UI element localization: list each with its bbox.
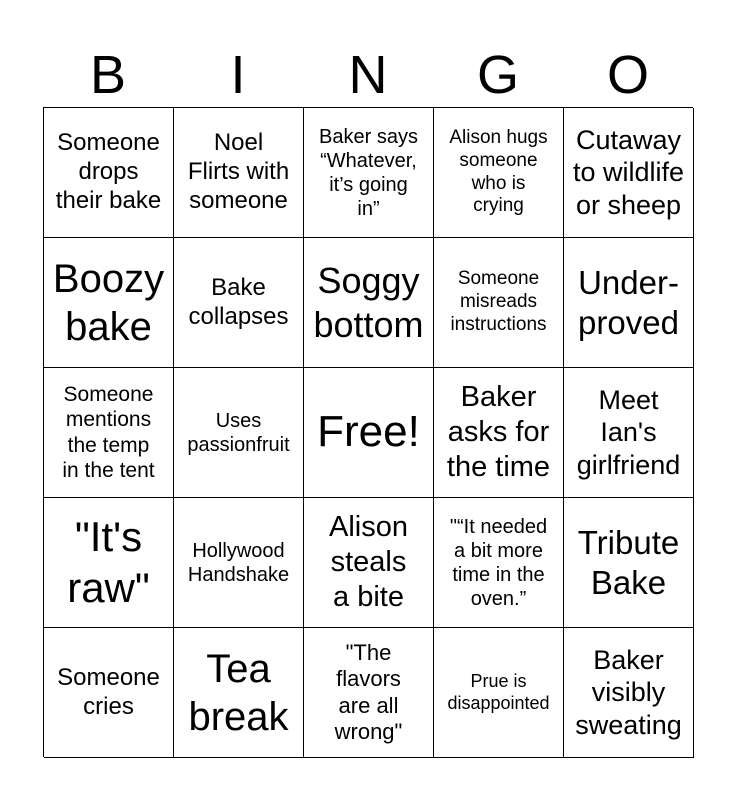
bingo-cell[interactable] xyxy=(564,628,694,758)
header-letter-n: N xyxy=(348,45,388,105)
bingo-header xyxy=(43,44,693,106)
bingo-cell[interactable] xyxy=(44,628,174,758)
bingo-board xyxy=(43,107,693,757)
header-letter-i: I xyxy=(230,45,246,105)
bingo-cell[interactable] xyxy=(304,628,434,758)
cell-text: Noel Flirts with someone xyxy=(187,129,290,214)
cell-text: Cutaway to wildlife or sheep xyxy=(572,124,685,220)
cell-text: Uses passionfruit xyxy=(187,409,290,456)
cell-text: Tea break xyxy=(188,646,289,739)
cell-text: Under- proved xyxy=(578,263,679,341)
bingo-cell[interactable] xyxy=(44,238,174,368)
bingo-cell[interactable] xyxy=(564,108,694,238)
bingo-cell[interactable] xyxy=(44,108,174,238)
cell-text: Alison steals a bite xyxy=(329,511,408,613)
cell-text: Boozy bake xyxy=(52,256,165,349)
bingo-cell[interactable] xyxy=(434,368,564,498)
free-space[interactable] xyxy=(304,368,434,498)
cell-text: Prue is disappointed xyxy=(447,670,550,713)
cell-text: "It's raw" xyxy=(67,513,150,611)
bingo-cell[interactable] xyxy=(304,108,434,238)
bingo-cell[interactable] xyxy=(434,238,564,368)
header-letter-g: G xyxy=(476,45,519,105)
cell-text: Bake collapses xyxy=(188,273,289,330)
cell-text: Free! xyxy=(317,407,420,457)
cell-text: Someone mentions the temp in the tent xyxy=(62,383,155,482)
bingo-cell[interactable] xyxy=(44,498,174,628)
bingo-cell[interactable] xyxy=(174,368,304,498)
cell-text: Baker says “Whatever, it’s going in” xyxy=(319,125,418,220)
bingo-cell[interactable] xyxy=(564,238,694,368)
bingo-cell[interactable] xyxy=(174,628,304,758)
bingo-cell[interactable] xyxy=(564,498,694,628)
cell-text: Hollywood Handshake xyxy=(187,539,290,586)
cell-text: Alison hugs someone who is crying xyxy=(449,126,548,217)
cell-text: "“It needed a bit more time in the oven.” xyxy=(449,515,548,610)
header-letter-o: O xyxy=(606,45,649,105)
cell-text: Tribute Bake xyxy=(577,523,680,601)
bingo-cell[interactable] xyxy=(434,628,564,758)
bingo-cell[interactable] xyxy=(174,238,304,368)
bingo-cell[interactable] xyxy=(434,108,564,238)
cell-text: Baker visibly sweating xyxy=(575,644,682,740)
bingo-cell[interactable] xyxy=(304,238,434,368)
bingo-cell[interactable] xyxy=(434,498,564,628)
cell-text: Someone cries xyxy=(57,663,160,720)
cell-text: Baker asks for the time xyxy=(446,381,551,483)
bingo-cell[interactable] xyxy=(44,368,174,498)
bingo-cell[interactable] xyxy=(564,368,694,498)
cell-text: Someone misreads instructions xyxy=(450,268,547,335)
cell-text: Someone drops their bake xyxy=(55,129,162,214)
bingo-cell[interactable] xyxy=(304,498,434,628)
bingo-cell[interactable] xyxy=(174,498,304,628)
header-letter-b: B xyxy=(89,45,127,105)
bingo-cell[interactable] xyxy=(174,108,304,238)
cell-text: Soggy bottom xyxy=(313,260,424,345)
cell-text: "The flavors are all wrong" xyxy=(334,639,403,744)
cell-text: Meet Ian's girlfriend xyxy=(576,384,681,480)
